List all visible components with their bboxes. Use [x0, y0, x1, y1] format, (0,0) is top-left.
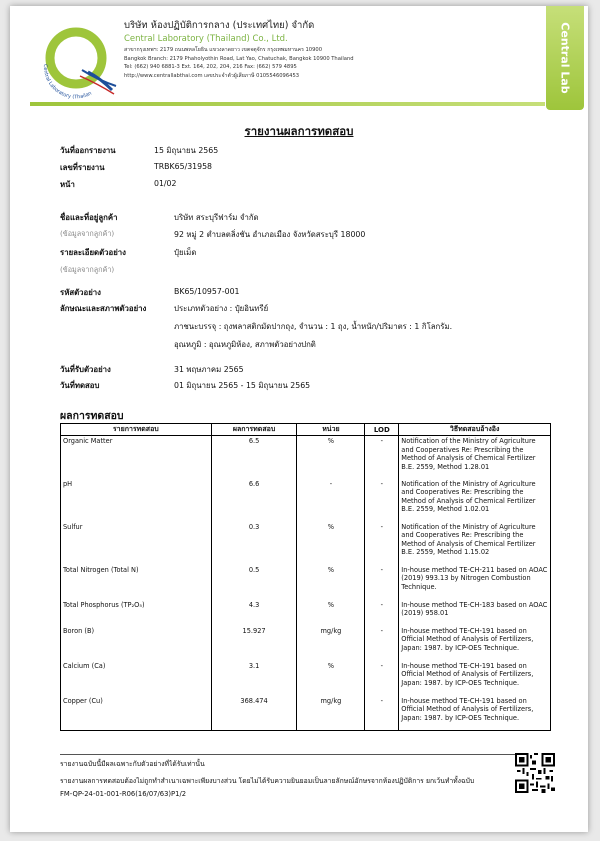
header-result: ผลการทดสอบ [211, 424, 297, 436]
company-address-th: สาขากรุงเทพฯ: 2179 ถนนพหลโยธิน แขวงลาดยาว เขตจตุจักร กรุงเทพมหานคร 10900 [124, 47, 323, 53]
company-logo-icon [32, 20, 120, 100]
page-label: หน้า [60, 180, 75, 189]
test-result: 6.5 [211, 436, 297, 479]
table-row [61, 600, 551, 626]
sample-detail-label: รายละเอียดตัวอย่าง [60, 248, 126, 257]
footer-form-code: FM-QP-24-01-001-R06(16/07/63)P1/2 [60, 790, 187, 798]
footer-divider [60, 754, 515, 755]
test-lod: - [365, 436, 399, 479]
report-page [10, 6, 588, 832]
test-lod: - [365, 661, 399, 696]
test-date-label: วันที่ทดสอบ [60, 381, 100, 390]
test-lod: - [365, 522, 399, 565]
table-row [61, 696, 551, 731]
qr-code-icon [515, 753, 555, 793]
received-date-value: 31 พฤษภาคม 2565 [174, 365, 244, 374]
test-item: Copper (Cu) [61, 696, 212, 731]
test-unit: mg/kg [297, 626, 365, 661]
customer-address: 92 หมู่ 2 ตำบลตลิ่งชัน อำเภอเมือง จังหวัดสระบุรี 18000 [174, 230, 366, 239]
company-address-en: Bangkok Branch: 2179 Phaholyothin Road, Lat Yao, Chatuchak, Bangkok 10900 Thailand [124, 55, 354, 62]
customer-note: (ข้อมูลจากลูกค้า) [60, 229, 115, 238]
table-row [61, 661, 551, 696]
test-method: In-house method TE-CH-191 based on Official Method of Analysis of Fertilizers, Japan: 1987. by ICP-OES Technique. [399, 661, 551, 696]
header-test-item: รายการทดสอบ [61, 424, 212, 436]
logo-text: Central Laboratory (Thailan [41, 63, 93, 100]
sample-condition: อุณหภูมิ : อุณหภูมิห้อง, สภาพตัวอย่างปกติ [174, 340, 316, 349]
table-row [61, 436, 551, 479]
sample-type: ประเภทตัวอย่าง : ปุ๋ยอินทรีย์ [174, 304, 269, 313]
table-row [61, 565, 551, 600]
test-item: Calcium (Ca) [61, 661, 212, 696]
test-item: Total Phosphorus (TP₂O₅) [61, 600, 212, 626]
test-unit: % [297, 565, 365, 600]
test-item: Sulfur [61, 522, 212, 565]
company-name-en: Central Laboratory (Thailand) Co., Ltd. [124, 34, 288, 44]
sample-char-label: ลักษณะและสภาพตัวอย่าง [60, 304, 147, 313]
header-divider [30, 102, 545, 106]
tab-label: Central Lab [558, 22, 572, 94]
table-row [61, 479, 551, 522]
test-lod: - [365, 696, 399, 731]
test-lod: - [365, 626, 399, 661]
test-result: 15.927 [211, 626, 297, 661]
test-result: 368.474 [211, 696, 297, 731]
test-unit: % [297, 661, 365, 696]
customer-label: ชื่อและที่อยู่ลูกค้า [60, 213, 118, 222]
test-method: In-house method TE-CH-211 based on AOAC (2019) 993.13 by Nitrogen Combustion Technique. [399, 565, 551, 600]
test-unit: mg/kg [297, 696, 365, 731]
report-number-label: เลขที่รายงาน [60, 163, 105, 172]
footer-copy-notice: รายงานผลการทดสอบต้องไม่ถูกทำสำเนาเฉพาะเพียงบางส่วน โดยไม่ได้รับความยินยอมเป็นลายลักษณ์อักษรจากห้องปฏิบัติการ ยกเว้นทำทั้งฉบับ [60, 777, 475, 785]
report-number-value: TRBK65/31958 [154, 162, 212, 171]
test-method: In-house method TE-CH-191 based on Official Method of Analysis of Fertilizers, Japan: 1987. by ICP-OES Technique. [399, 626, 551, 661]
sample-code-value: BK65/10957-001 [174, 287, 240, 296]
page-value: 01/02 [154, 179, 177, 188]
table-row [61, 522, 551, 565]
header-unit: หน่วย [297, 424, 365, 436]
test-unit: % [297, 436, 365, 479]
issue-date-label: วันที่ออกรายงาน [60, 146, 116, 155]
test-result: 0.5 [211, 565, 297, 600]
test-item: Boron (B) [61, 626, 212, 661]
central-lab-tab [546, 6, 584, 110]
table-row [61, 626, 551, 661]
test-item: Total Nitrogen (Total N) [61, 565, 212, 600]
test-unit: - [297, 479, 365, 522]
test-method: Notification of the Ministry of Agriculture and Cooperatives Re: Prescribing the Method of Analysis of Chemical Fertilizer B.E. 2559, Method 1.15.02 [399, 522, 551, 565]
company-header [124, 18, 444, 80]
test-method: Notification of the Ministry of Agriculture and Cooperatives Re: Prescribing the Method of Analysis of Chemical Fertilizer B.E. 2559, Method 1.02.01 [399, 479, 551, 522]
table-header-row [61, 424, 551, 436]
test-lod: - [365, 565, 399, 600]
test-item: pH [61, 479, 212, 522]
header-lod: LOD [365, 424, 399, 436]
test-unit: % [297, 522, 365, 565]
received-date-label: วันที่รับตัวอย่าง [60, 365, 111, 374]
customer-name: บริษัท สระบุรีฟาร์ม จำกัด [174, 213, 259, 222]
test-result: 3.1 [211, 661, 297, 696]
test-method: In-house method TE-CH-183 based on AOAC (2019) 958.01 [399, 600, 551, 626]
test-result: 4.3 [211, 600, 297, 626]
results-title: ผลการทดสอบ [60, 410, 124, 422]
sample-code-label: รหัสตัวอย่าง [60, 288, 101, 297]
company-website: http://www.centrallabthai.com เลขประจำตัวผู้เสียภาษี 0105546096453 [124, 72, 300, 79]
company-phone: Tel: (662) 940 6881-3 Ext. 164, 202, 204, 216 Fax: (662) 579 4895 [124, 64, 297, 71]
test-item: Organic Matter [61, 436, 212, 479]
test-unit: % [297, 600, 365, 626]
sample-detail-note: (ข้อมูลจากลูกค้า) [60, 265, 115, 274]
test-lod: - [365, 479, 399, 522]
report-title: รายงานผลการทดสอบ [244, 124, 354, 138]
footer-disclaimer: รายงานฉบับนี้มีผลเฉพาะกับตัวอย่างที่ได้รับเท่านั้น [60, 760, 205, 768]
test-date-value: 01 มิถุนายน 2565 - 15 มิถุนายน 2565 [174, 381, 311, 390]
sample-container: ภาชนะบรรจุ : ถุงพลาสติกมัดปากถุง, จำนวน : 1 ถุง, น้ำหนัก/ปริมาตร : 1 กิโลกรัม. [174, 322, 453, 331]
company-name-th: บริษัท ห้องปฏิบัติการกลาง (ประเทศไทย) จำกัด [124, 20, 315, 31]
test-result: 6.6 [211, 479, 297, 522]
test-result: 0.3 [211, 522, 297, 565]
header-method: วิธีทดสอบอ้างอิง [399, 424, 551, 436]
test-lod: - [365, 600, 399, 626]
results-table [60, 423, 551, 731]
issue-date-value: 15 มิถุนายน 2565 [154, 146, 219, 155]
test-method: Notification of the Ministry of Agriculture and Cooperatives Re: Prescribing the Method of Analysis of Chemical Fertilizer B.E. 2559, Method 1.28.01 [399, 436, 551, 479]
test-method: In-house method TE-CH-191 based on Official Method of Analysis of Fertilizers, Japan: 1987. by ICP-OES Technique. [399, 696, 551, 731]
sample-detail-value: ปุ๋ยเม็ด [174, 248, 197, 257]
